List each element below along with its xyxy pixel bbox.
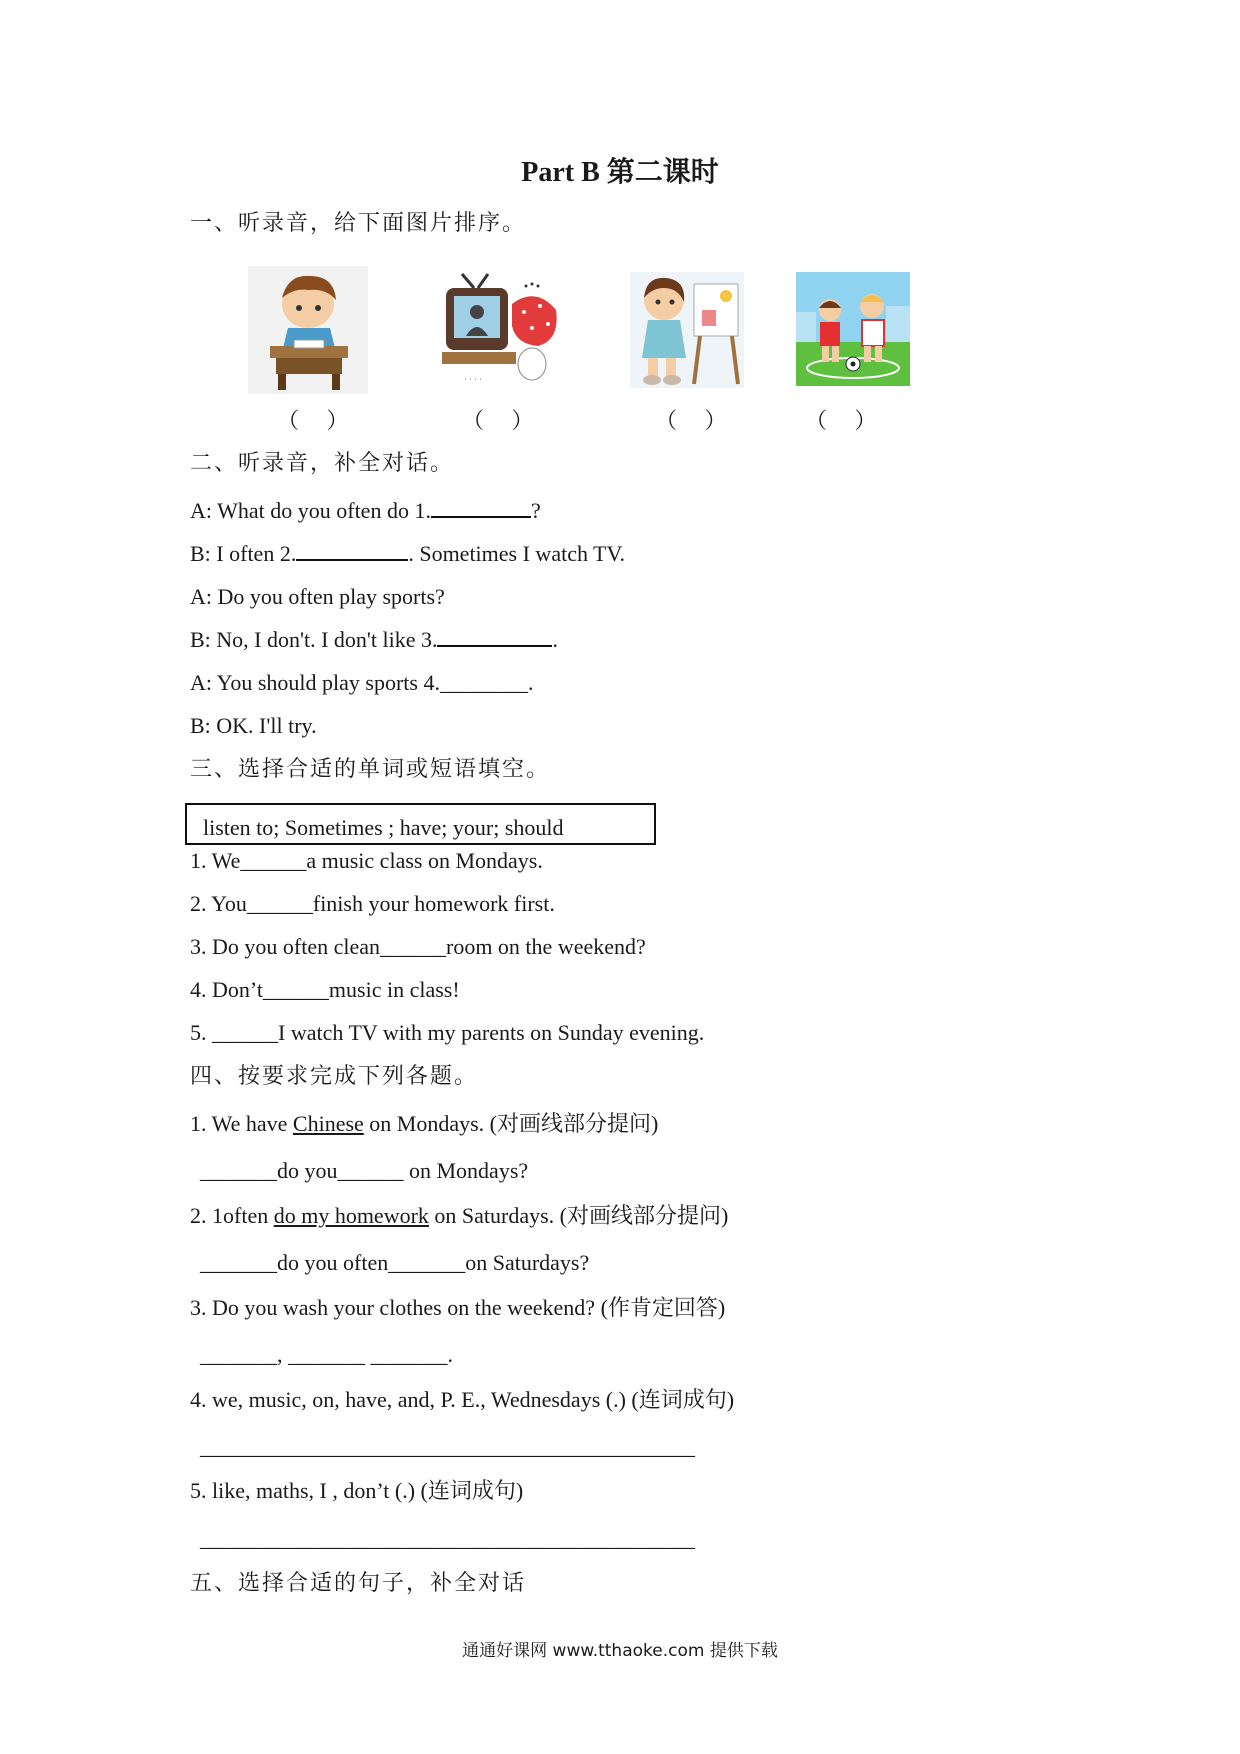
underlined-phrase: Chinese xyxy=(292,1111,364,1136)
dialogue-text: . Sometimes I watch TV. xyxy=(408,541,626,566)
answer-line-1[interactable]: _______do you______ on Mondays? xyxy=(200,1158,529,1183)
dialogue-line-6: B: OK. I'll try. xyxy=(190,713,317,738)
answer-line-5[interactable]: _____________________________________________ xyxy=(200,1526,695,1551)
question-text: on Mondays. (对画线部分提问) xyxy=(363,1111,659,1136)
question-text: on Saturdays. (对画线部分提问) xyxy=(428,1203,729,1228)
dialogue-line-1 xyxy=(190,498,541,524)
section-5-heading: 五、选择合适的句子，补全对话 xyxy=(190,1570,527,1595)
dialogue-line-2 xyxy=(190,541,625,567)
section-3-heading: 三、选择合适的单词或短语填空。 xyxy=(190,756,551,781)
boys-playing-football-icon xyxy=(796,272,910,386)
fill-blank-1[interactable] xyxy=(431,515,531,518)
section-4-heading: 四、按要求完成下列各题。 xyxy=(190,1063,479,1088)
girl-watching-tv-icon xyxy=(440,266,566,392)
svg-text:· · · ·: · · · · xyxy=(464,375,482,384)
dialogue-text: B: I often 2. xyxy=(190,541,297,566)
answer-line-2[interactable]: _______do you often_______on Saturdays? xyxy=(200,1250,590,1275)
boy-doing-homework-icon xyxy=(248,266,368,394)
question-5: 5. like, maths, I , don’t (.) (连词成句) xyxy=(190,1478,524,1503)
dialogue-line-3: A: Do you often play sports? xyxy=(190,584,445,609)
dialogue-line-5: A: You should play sports 4.________. xyxy=(190,670,534,695)
underlined-phrase: do my homework xyxy=(273,1203,429,1228)
answer-paren-3[interactable]: （ ） xyxy=(655,408,727,433)
question-text: 1. We have xyxy=(190,1111,293,1136)
dialogue-text: A: What do you often do 1. xyxy=(190,498,431,523)
dialogue-text: ? xyxy=(530,498,541,523)
fill-blank-3[interactable] xyxy=(437,644,552,647)
word-bank-box: listen to; Sometimes ; have; your; should xyxy=(185,803,656,845)
section-2-heading: 二、听录音，补全对话。 xyxy=(190,450,455,475)
question-1 xyxy=(190,1111,658,1137)
answer-paren-2[interactable]: （ ） xyxy=(462,408,534,433)
answer-paren-4[interactable]: （ ） xyxy=(805,408,877,433)
fill-item-1: 1. We______a music class on Mondays. xyxy=(190,848,543,873)
answer-paren-1[interactable]: （ ） xyxy=(277,408,349,433)
fill-blank-2[interactable] xyxy=(296,558,408,561)
dialogue-line-4 xyxy=(190,627,558,653)
question-text: 2. 1often xyxy=(190,1203,274,1228)
dialogue-text: . xyxy=(552,627,558,652)
fill-item-4: 4. Don’t______music in class! xyxy=(190,977,460,1002)
question-2 xyxy=(190,1203,728,1229)
fill-item-3: 3. Do you often clean______room on the weekend? xyxy=(190,934,646,959)
dialogue-text: B: No, I don't. I don't like 3. xyxy=(190,627,438,652)
girl-painting-icon xyxy=(630,272,744,388)
answer-line-4[interactable]: _____________________________________________ xyxy=(200,1434,695,1459)
page-title: Part B 第二课时 xyxy=(521,157,719,188)
question-3: 3. Do you wash your clothes on the weekend? (作肯定回答) xyxy=(190,1295,726,1320)
fill-item-5: 5. ______I watch TV with my parents on Sunday evening. xyxy=(190,1020,705,1045)
fill-item-2: 2. You______finish your homework first. xyxy=(190,891,555,916)
section-1-heading: 一、听录音，给下面图片排序。 xyxy=(190,210,527,235)
answer-line-3[interactable]: _______, _______ _______. xyxy=(200,1342,453,1367)
question-4: 4. we, music, on, have, and, P. E., Wednesdays (.) (连词成句) xyxy=(190,1387,735,1412)
footer-credit: 通通好课网 www.tthaoke.com 提供下载 xyxy=(462,1641,778,1661)
